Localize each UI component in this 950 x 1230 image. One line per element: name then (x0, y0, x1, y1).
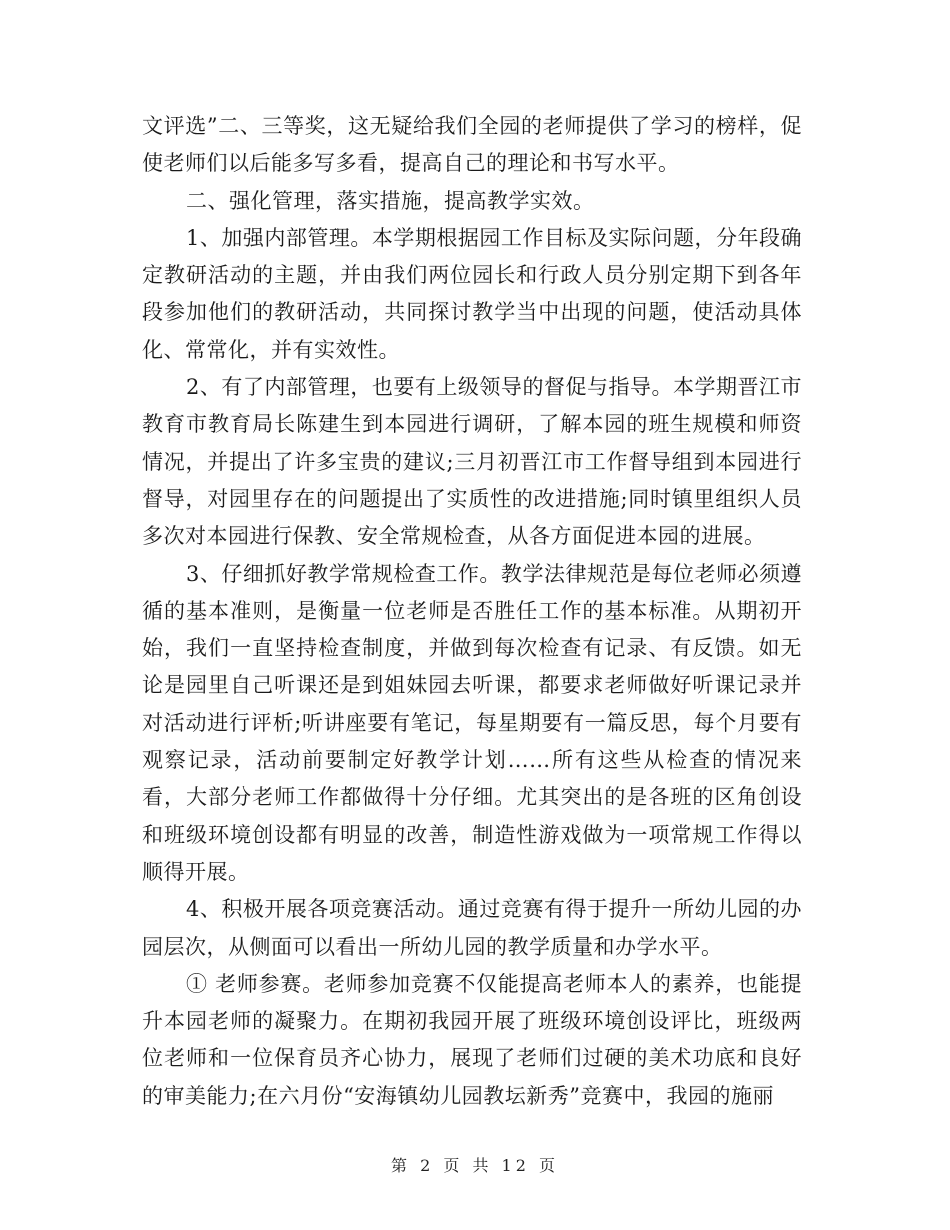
paragraph-item-4: 4、积极开展各项竞赛活动。通过竞赛有得于提升一所幼儿园的办园层次，从侧面可以看出一所幼儿园的教学质量和办学水平。 (142, 897, 802, 959)
paragraph-continuation: 文评选”二、三等奖，这无疑给我们全园的老师提供了学习的榜样，促使老师们以后能多写多看，提高自己的理论和书写水平。 (142, 114, 802, 176)
paragraph-item-2: 2、有了内部管理，也要有上级领导的督促与指导。本学期晋江市教育市教育局长陈建生到本园进行调研，了解本园的班生规模和师资情况，并提出了许多宝贵的建议;三月初晋江市工作督导组到本园进行督导，对园里存在的问题提出了实质性的改进措施;同时镇里组织人员多次对本园进行保教、安全常规检查，从各方面促进本园的进展。 (142, 375, 802, 549)
page-number-footer: 第 2 页 共 12 页 (391, 1156, 559, 1175)
section-heading-2: 二、强化管理，落实措施，提高教学实效。 (186, 188, 595, 213)
document-body (142, 108, 802, 1115)
paragraph-item-3: 3、仔细抓好教学常规检查工作。教学法律规范是每位老师必须遵循的基本准则，是衡量一位老师是否胜任工作的基本标准。从期初开始，我们一直坚持检查制度，并做到每次检查有记录、有反馈。如无论是园里自己听课还是到姐妹园去听课，都要求老师做好听课记录并对活动进行评析;听讲座要有笔记，每星期要有一篇反思，每个月要有观察记录，活动前要制定好教学计划……所有这些从检查的情况来看，大部分老师工作都做得十分仔细。尤其突出的是各班的区角创设和班级环境创设都有明显的改善，制造性游戏做为一项常规工作得以顺得开展。 (142, 561, 802, 884)
paragraph-item-1: 1、加强内部管理。本学期根据园工作目标及实际问题，分年段确定教研活动的主题，并由我们两位园长和行政人员分别定期下到各年段参加他们的教研活动，共同探讨教学当中出现的问题，使活动具体化、常常化，并有实效性。 (142, 225, 802, 362)
paragraph-subitem-1: ① 老师参赛。老师参加竞赛不仅能提高老师本人的素养，也能提升本园老师的凝聚力。在期初我园开展了班级环境创设评比，班级两位老师和一位保育员齐心协力，展现了老师们过硬的美术功底和良好的审美能力;在六月份“安海镇幼儿园教坛新秀”竞赛中，我园的施丽 (142, 971, 802, 1108)
